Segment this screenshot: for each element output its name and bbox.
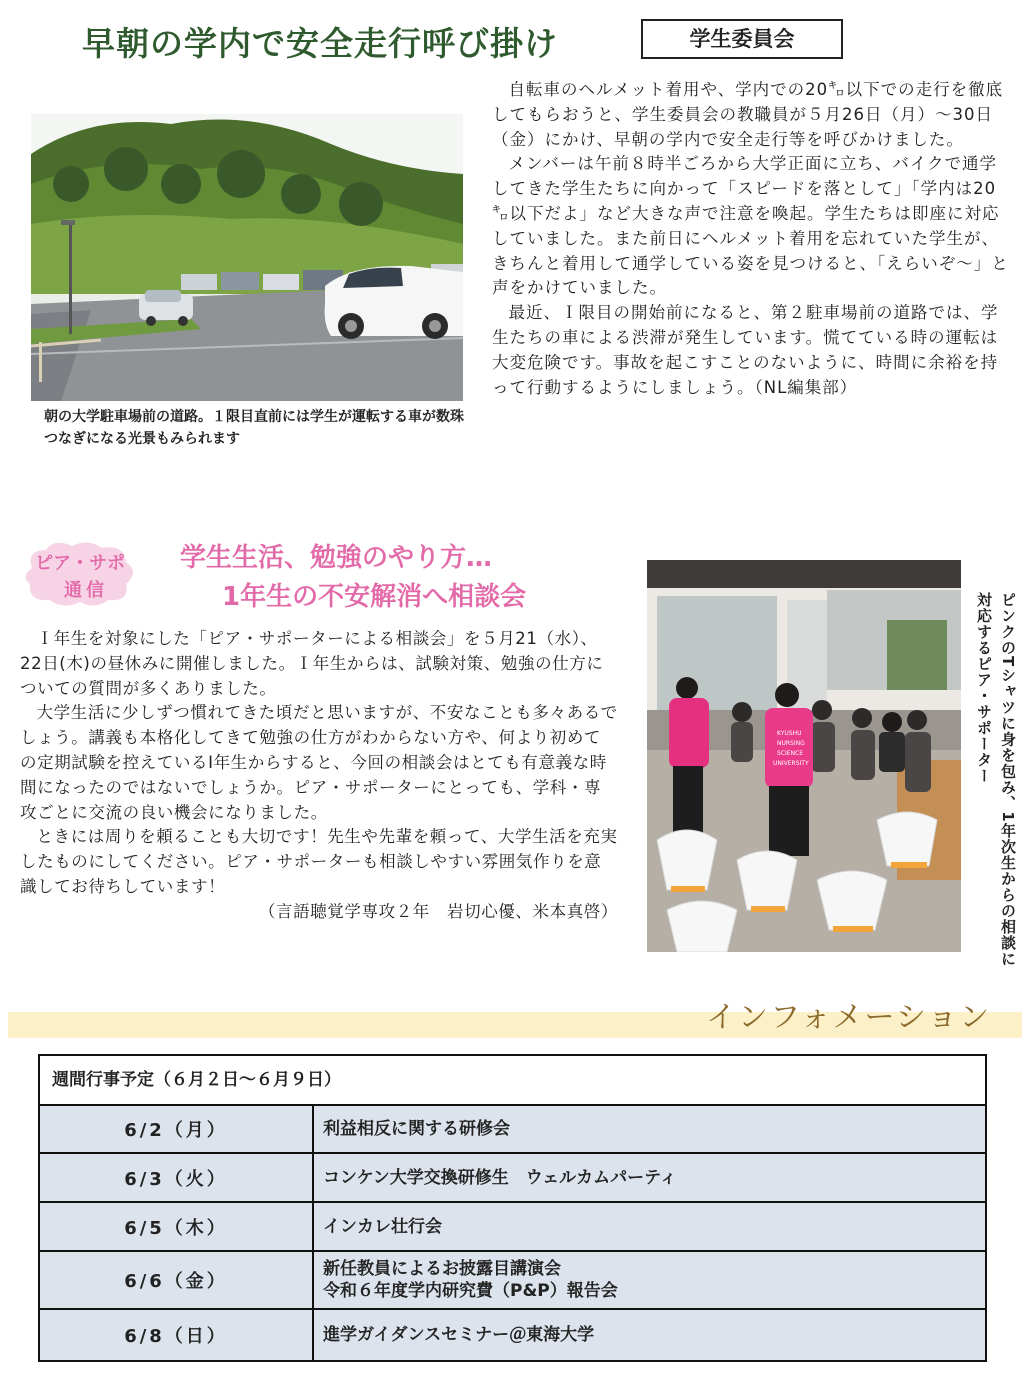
article1-paragraph: メンバーは午前８時半ごろから大学正面に立ち、バイクで通学してきた学生たちに向かって「スピードを落として」「学内は20㌔以下だよ」など大きな声で注意を喚起。学生たちは即座に対応していました。また前日にヘルメット着用を忘れていた学生が、きちんと着用して通学している姿を見つけると、「えらいぞ～」と声をかけていました。	[492, 154, 1009, 298]
schedule-date: 6/6（金）	[40, 1252, 314, 1308]
peer-support-logo-graphic	[20, 538, 140, 608]
schedule-event-cell	[314, 1154, 985, 1201]
parking-photo-caption: 朝の大学駐車場前の道路。１限目直前には学生が運転する車が数珠つなぎになる光景もみられます	[44, 409, 464, 447]
consultation-illustration	[647, 560, 961, 952]
shirt-text-line2: NURSING	[777, 740, 805, 747]
peer-support-logo-line1: ピア・サポ	[35, 553, 125, 574]
table-row	[40, 1203, 985, 1252]
article2-signature: （言語聴覚学専攻２年 岩切心優、米本真啓）	[258, 901, 618, 921]
consultation-photo-caption: ピンクのTシャツに身を包み、1年次生からの相談に対応するピア・サポーター	[975, 592, 1017, 967]
consultation-photo	[647, 560, 961, 952]
schedule-event-cell	[314, 1106, 985, 1152]
article1-paragraph: 最近、Ｉ限目の開始前になると、第２駐車場前の道路では、学生たちの車による渋滞が発生しています。慌てている時の運転は大変危険です。事故を起こすことのないように、時間に余裕を持って行動するようにしましょう。（NL編集部）	[492, 303, 999, 397]
schedule-event: 進学ガイダンスセミナー＠東海大学	[323, 1325, 595, 1345]
article1-title: 早朝の学内で安全走行呼び掛け	[82, 24, 558, 63]
article2-paragraph: ときには周りを頼ることも大切です！先生や先輩を頼って、大学生活を充実したものにしてください。ピア・サポーターも相談しやすい雰囲気作りを意識してお待ちしています！	[20, 827, 618, 896]
schedule-table-header: 週間行事予定（６月２日～６月９日）	[40, 1056, 985, 1106]
article1-section-badge: 学生委員会	[641, 19, 843, 59]
article2-title-line1: 学生生活、勉強のやり方…	[180, 543, 493, 573]
schedule-event: インカレ壮行会	[323, 1216, 442, 1237]
schedule-date: 6/3（火）	[40, 1154, 314, 1201]
schedule-event-cell	[314, 1203, 985, 1250]
article2-body	[20, 627, 618, 925]
schedule-date: 6/8（日）	[40, 1310, 314, 1360]
parking-road-photo	[31, 114, 463, 401]
article2-title-line2: 1年生の不安解消へ相談会	[222, 582, 527, 612]
peer-support-logo-line2: 通信	[64, 580, 108, 601]
article1-body	[492, 78, 1012, 400]
schedule-date: 6/5（木）	[40, 1203, 314, 1250]
article1-paragraph: 自転車のヘルメット着用や、学内での20㌔以下での走行を徹底してもらおうと、学生委員会の教職員が５月26日（月）～30日（金）にかけ、早朝の学内で安全走行等を呼びかけました。	[492, 80, 1004, 149]
shirt-text-line3: SCIENCE	[777, 750, 804, 757]
schedule-event: 新任教員によるお披露目講演会	[323, 1259, 561, 1279]
shirt-text-line1: KYUSHU	[777, 730, 802, 737]
table-row	[40, 1106, 985, 1154]
table-row	[40, 1154, 985, 1203]
schedule-event-cell	[314, 1252, 985, 1308]
shirt-text-line4: UNIVERSITY	[773, 760, 809, 767]
table-row	[40, 1252, 985, 1310]
article2-paragraph: Ｉ年生を対象にした「ピア・サポーターによる相談会」を５月21（水）、22日(木)の昼休みに開催しました。Ｉ年生からは、試験対策、勉強の仕方についての質問が多くありました。	[20, 629, 604, 698]
schedule-event: 令和６年度学内研究費（P&P）報告会	[323, 1281, 618, 1301]
schedule-date: 6/2（月）	[40, 1106, 314, 1152]
table-row	[40, 1310, 985, 1360]
schedule-event: 利益相反に関する研修会	[323, 1119, 510, 1139]
peer-support-logo	[20, 538, 140, 608]
parking-road-illustration	[31, 114, 463, 401]
article2-paragraph: 大学生活に少しずつ慣れてきた頃だと思いますが、不安なことも多々あるでしょう。講義も本格化してきて勉強の仕方がわからない方や、何より初めての定期試験を控えているI年生からすると、今回の相談会はとても有意義な時間になったのではないでしょうか。ピア・サポーターにとっても、学科・専攻ごとに交流の良い機会になりました。	[20, 703, 618, 822]
schedule-event: コンケン大学交換研修生 ウェルカムパーティ	[323, 1167, 677, 1188]
weekly-schedule-table	[38, 1054, 987, 1362]
schedule-event-cell	[314, 1310, 985, 1360]
information-title: インフォメーション	[706, 1000, 992, 1035]
